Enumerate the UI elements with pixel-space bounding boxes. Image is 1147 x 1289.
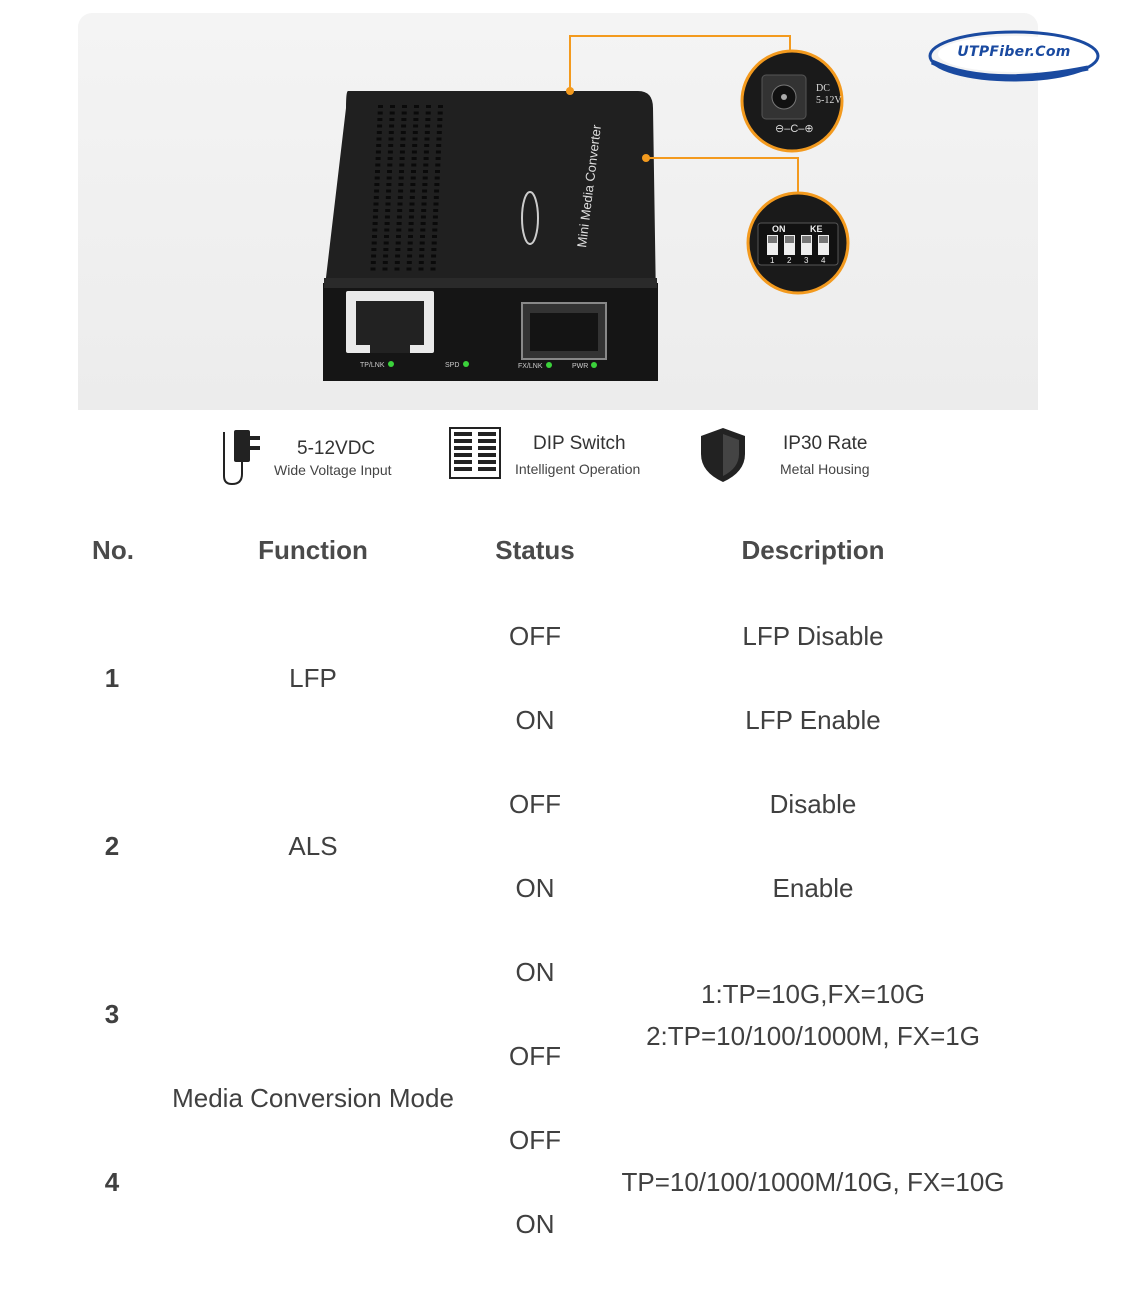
tp-lnk-label: TP/LNK xyxy=(360,362,385,369)
dip-number-4: 4 xyxy=(821,256,826,265)
brand-logo xyxy=(928,28,1100,84)
row4-desc-1: TP=10/100/1000M/10G, FX=10G xyxy=(621,1167,1005,1197)
feature-ip30 xyxy=(698,424,888,488)
shield-icon xyxy=(698,426,748,484)
row3-no: 3 xyxy=(104,999,120,1029)
spd-label: SPD xyxy=(445,362,460,369)
feature-ip30-title: IP30 Rate xyxy=(783,433,868,454)
row3-status-1: ON xyxy=(515,957,555,987)
dip-number-1: 1 xyxy=(770,256,775,265)
feature-voltage-sub: Wide Voltage Input xyxy=(274,462,392,478)
feature-voltage-title: 5-12VDC xyxy=(297,438,376,459)
row1-status-1: OFF xyxy=(509,621,561,651)
header-description: Description xyxy=(741,535,885,565)
fx-lnk-label: FX/LNK xyxy=(518,363,543,370)
row1-desc-1: LFP Disable xyxy=(742,621,884,651)
row2-no: 2 xyxy=(104,831,120,861)
row2-status-2: ON xyxy=(515,873,555,903)
row2-status-1: OFF xyxy=(509,789,561,819)
row2-function: ALS xyxy=(288,831,338,861)
row2-desc-1: Disable xyxy=(769,789,857,819)
row1-no: 1 xyxy=(104,663,120,693)
device-label: Mini Media Converter xyxy=(574,123,605,249)
dc-label: DC xyxy=(816,83,830,94)
row3-desc-2: 2:TP=10/100/1000M, FX=1G xyxy=(646,1021,980,1051)
row1-function: LFP xyxy=(289,663,337,693)
feature-dip-sub: Intelligent Operation xyxy=(515,461,641,477)
feature-dip xyxy=(448,424,658,488)
row4-no: 4 xyxy=(104,1167,120,1197)
feature-ip30-sub: Metal Housing xyxy=(780,461,870,477)
row3-status-2: OFF xyxy=(509,1041,561,1071)
dip-ke-label: KE xyxy=(810,224,823,234)
polarity-icon: ⊖–C–⊕ xyxy=(775,123,814,135)
product-hero xyxy=(78,13,1038,410)
power-adapter-icon xyxy=(218,426,266,486)
dip-switch-icon xyxy=(448,426,502,480)
pwr-label: PWR xyxy=(572,363,589,370)
row4-status-1: OFF xyxy=(509,1125,561,1155)
dc-range-label: 5-12V xyxy=(816,95,842,106)
header-function: Function xyxy=(258,535,368,565)
logo-text: UTPFiber.Com xyxy=(957,44,1071,60)
row1-desc-2: LFP Enable xyxy=(745,705,881,735)
merged-function: Media Conversion Mode xyxy=(172,1083,454,1113)
feature-dip-title: DIP Switch xyxy=(533,433,626,454)
row2-desc-2: Enable xyxy=(772,873,854,903)
feature-voltage xyxy=(218,424,408,488)
media-converter-illustration xyxy=(78,13,1038,410)
header-no: No. xyxy=(92,535,134,565)
row4-status-2: ON xyxy=(515,1209,555,1239)
dip-on-label: ON xyxy=(772,224,786,234)
row1-status-2: ON xyxy=(515,705,555,735)
dip-number-2: 2 xyxy=(787,256,792,265)
row3-desc-1: 1:TP=10G,FX=10G xyxy=(700,979,925,1009)
dip-number-3: 3 xyxy=(804,256,809,265)
header-status: Status xyxy=(495,535,575,565)
